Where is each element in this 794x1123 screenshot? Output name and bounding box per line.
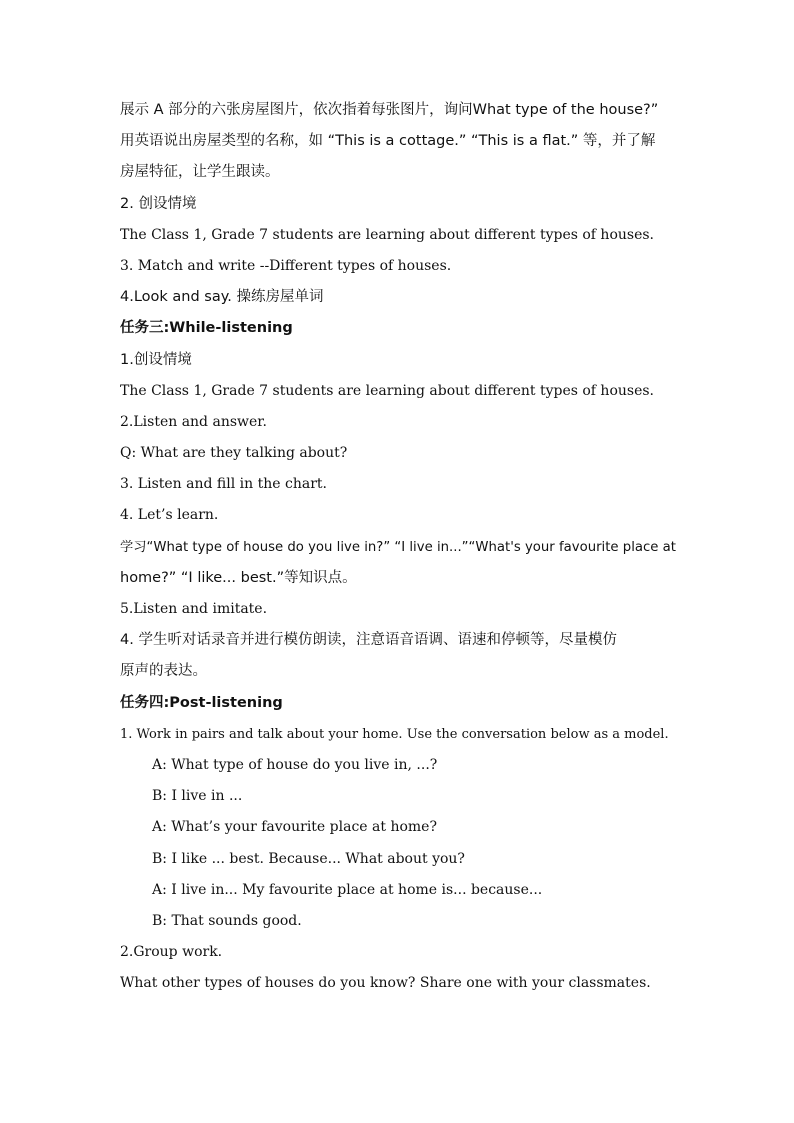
dialogue-line: B: I live in ...	[152, 788, 243, 805]
task-3-item-1-text: The Class 1, Grade 7 students are learning about different types of houses.	[120, 382, 654, 399]
task-3-item-3: 3. Listen and fill in the chart.	[120, 476, 327, 493]
task-3-item-2: 2.Listen and answer.	[120, 413, 267, 430]
task-3-learn-line-1: 学习“What type of house do you live in?” “I live in...”“What's your favourite place at	[120, 539, 676, 555]
dialogue-line: B: That sounds good.	[152, 912, 302, 929]
task-4-item-2-text: What other types of houses do you know? Share one with your classmates.	[120, 975, 651, 992]
task-3-item-5: 5.Listen and imitate.	[120, 601, 268, 617]
intro-line-3: 房屋特征，让学生跟读。	[120, 164, 280, 181]
pre-item-3: 3. Match and write --Different types of houses.	[120, 257, 452, 274]
pre-item-4: 4.Look and say. 操练房屋单词	[120, 289, 324, 306]
pre-item-2-title: 2. 创设情境	[120, 195, 197, 212]
task-3-heading: 任务三:While-listening	[120, 320, 293, 337]
task-3-imitate-line-2: 原声的表达。	[120, 663, 207, 680]
task-3-learn-line-2: home?” “I like... best.”等知识点。	[120, 569, 357, 586]
task-4-heading: 任务四:Post-listening	[120, 694, 283, 711]
pre-item-2-text: The Class 1, Grade 7 students are learning about different types of houses.	[120, 226, 654, 243]
task-3-question: Q: What are they talking about?	[120, 445, 348, 462]
dialogue-line: A: What’s your favourite place at home?	[152, 819, 437, 836]
task-4-item-1: 1. Work in pairs and talk about your home. Use the conversation below as a model.	[120, 726, 669, 742]
task-3-item-1-title: 1.创设情境	[120, 351, 192, 368]
dialogue-line: A: I live in... My favourite place at home is... because...	[152, 881, 543, 898]
dialogue-line: A: What type of house do you live in, ...?	[152, 756, 438, 773]
task-3-item-4: 4. Let’s learn.	[120, 507, 219, 524]
document-body	[120, 95, 676, 999]
task-3-imitate-line-1: 4. 学生听对话录音并进行模仿朗读，注意语音语调、语速和停顿等，尽量模仿	[120, 632, 617, 649]
intro-line-1: 展示 A 部分的六张房屋图片，依次指着每张图片，询问What type of the house?”	[120, 102, 659, 118]
intro-line-2: 用英语说出房屋类型的名称，如 “This is a cottage.” “This is a flat.” 等，并了解	[120, 133, 656, 150]
task-4-item-2: 2.Group work.	[120, 944, 223, 961]
dialogue-line: B: I like ... best. Because... What about you?	[152, 850, 465, 867]
